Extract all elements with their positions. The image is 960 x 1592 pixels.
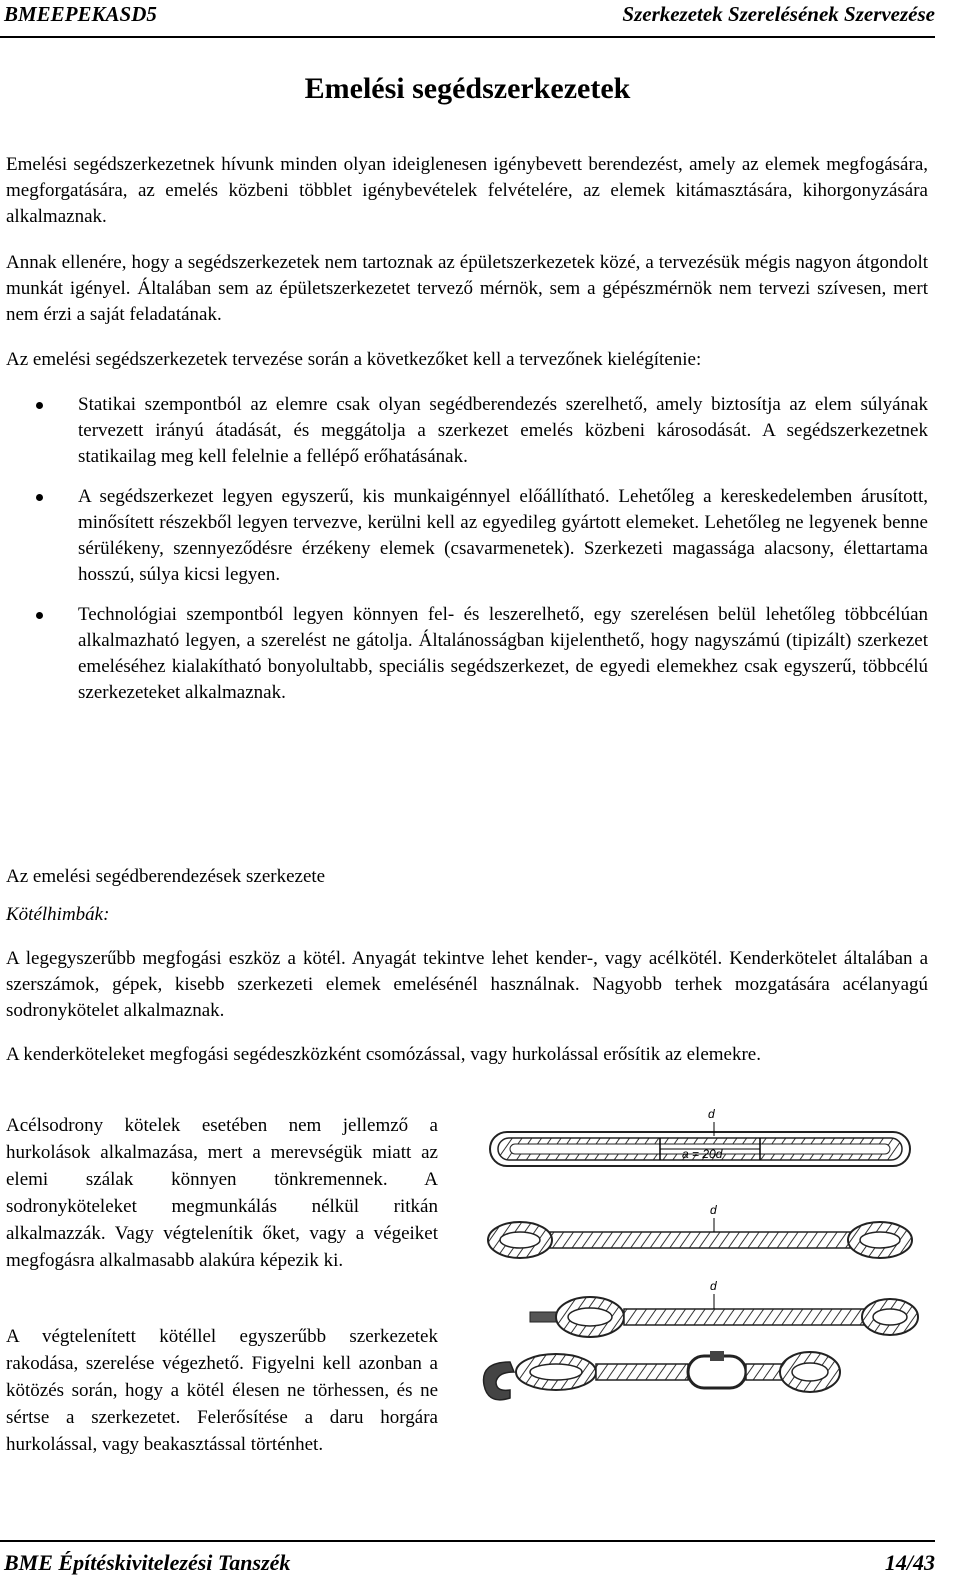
sub-heading: Kötélhimbák: <box>6 904 110 925</box>
bullet-icon <box>36 612 43 619</box>
column-paragraph-1: Acélsodrony kötelek esetében nem jellemző a hurkolások alkalmazása, mert a merevségük miatt az elemi szálak könnyen tönkremennek. A sodronyköteleket megmunkálás nélkül ritkán alkalmazzák. Vagy végtelenítik őket, vagy a végeiket megfogásra alkalmasabb alakúra képezik ki. <box>6 1115 438 1271</box>
dimension-label-d: d <box>710 1279 717 1293</box>
list-item <box>6 392 928 470</box>
page-header <box>0 0 935 38</box>
dimension-label-d: d <box>710 1203 717 1217</box>
intro-paragraph-1: Emelési segédszerkezetnek hívunk minden olyan ideiglenesen igénybevett berendezést, amely az elemek megfogására, megforgatására, az emelés közbeni többlet igénybevételek felvételére, az elemek kitámasztására, kihorgonyzására alkalmaznak. <box>6 154 928 227</box>
endless-sling <box>490 1107 910 1166</box>
body-paragraph-2: A kenderköteleket megfogási segédeszközként csomózással, vagy hurkolással erősítik az elemekre. <box>6 1044 761 1065</box>
page-footer <box>0 1540 935 1592</box>
body-paragraph-1: A legegyszerűbb megfogási eszköz a kötél. Anyagát tekintve lehet kender-, vagy acélkötél. Kenderkötelet általában a szerszámok, gépek, kisebb szerkezeti elemek emelésénél használnak. Nagyobb terhek mozgatására acélanyagú sodronykötelet alkalmaznak. <box>6 948 928 1021</box>
list-item <box>6 602 928 706</box>
swaged-sling <box>530 1279 918 1337</box>
hook-sling <box>484 1351 840 1400</box>
dimension-label-d: d <box>708 1107 715 1121</box>
eye-sling <box>488 1203 912 1258</box>
page-title: Emelési segédszerkezetek <box>304 72 631 105</box>
wire-rope-slings-figure <box>470 1100 930 1410</box>
section-heading: Az emelési segédberendezések szerkezete <box>6 866 326 887</box>
bullet-icon <box>36 494 43 501</box>
column-paragraph-2: A végtelenített kötéllel egyszerűbb szerkezetek rakodása, szerelése végezhető. Figyelni kell azonban a kötözés során, hogy a kötél élesen ne törhessen, és ne sértse a szerkezetet. Felerősítése a daru horgára hurkolással, vagy beakasztással történhet. <box>6 1326 438 1455</box>
document-title: Szerkezetek Szerelésének Szervezése <box>622 2 935 26</box>
intro-paragraph-2: Annak ellenére, hogy a segédszerkezetek nem tartoznak az épületszerkezetek közé, a tervezésük mégis nagyon átgondolt munkát igényel. Általában sem az épületszerkezetet tervező mérnök, sem a gépészmérnök nem tervezi szívesen, mert nem érzi a saját feladatának. <box>6 252 928 325</box>
bullet-icon <box>36 402 43 409</box>
list-item-text: Technológiai szempontból legyen könnyen fel- és leszerelhető, egy szerelésen belül lehetőleg többcélúan alkalmazható legyen, a szerelést ne gátolja. Általánosságban kijelenthető, hogy nagyszámú (tipizált) szerkezet emeléséhez kialakítható bonyolultabb, speciális segédszerkezet, de egyedi elemekhez csak egyszerű, többcélú szerkezeteket alkalmaznak. <box>78 604 928 703</box>
list-item <box>6 484 928 588</box>
list-item-text: A segédszerkezet legyen egyszerű, kis munkaigénnyel előállítható. Lehetőleg a kereskedelemben árusított, minősített részekből legyen tervezve, kerülni kell az egyedileg gyártott elemeket. Lehetőleg ne legyenek benne sérülékeny, szennyeződésre érzékeny elemek (csavarmenetek). Szerkezeti magassága alacsony, élettartama hosszú, súlya kicsi legyen. <box>78 486 928 585</box>
course-code: BMEEPEKASD5 <box>4 2 157 26</box>
dimension-label-a: a = 20d <box>682 1147 723 1161</box>
page-number: 14/43 <box>884 1550 935 1575</box>
requirements-list <box>6 392 928 720</box>
department-name: BME Építéskivitelezési Tanszék <box>4 1550 291 1575</box>
intro-paragraph-3: Az emelési segédszerkezetek tervezése során a következőket kell a tervezőnek kielégítenie: <box>6 349 702 370</box>
list-item-text: Statikai szempontból az elemre csak olyan segédberendezés szerelhető, amely biztosítja az elem súlyának tervezett irányú átadását, és meggátolja a szerkezet emelés közbeni károsodását. A segédszerkezetnek statikailag meg kell felelnie a fellépő erőhatásának. <box>78 394 928 467</box>
